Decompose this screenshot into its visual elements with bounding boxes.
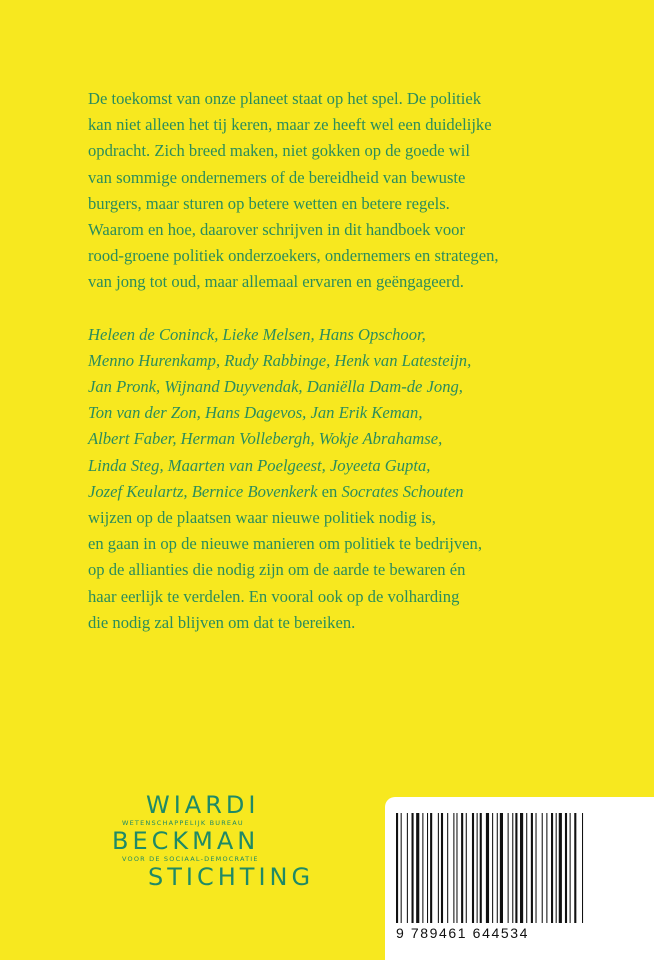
barcode-bar xyxy=(401,813,402,923)
author-names: Jozef Keulartz, Bernice Bovenkerk xyxy=(88,481,318,501)
barcode-bar xyxy=(461,813,463,923)
author-line: Menno Hurenkamp, Rudy Rabbinge, Henk van Latesteijn, xyxy=(88,350,472,370)
barcode-bar xyxy=(412,813,414,923)
barcode-bar xyxy=(486,813,489,923)
barcode-bar xyxy=(559,813,562,923)
text-line: kan niet alleen het tij keren, maar ze heeft wel een duidelijke xyxy=(88,115,492,135)
barcode-bar xyxy=(515,813,517,923)
publisher-logo xyxy=(112,792,332,890)
author-line: Linda Steg, Maarten van Poelgeest, Joyeeta Gupta, xyxy=(88,455,431,475)
barcode-bar xyxy=(453,813,454,923)
barcode-bar xyxy=(492,813,493,923)
barcode xyxy=(396,813,640,923)
barcode-bar xyxy=(472,813,474,923)
text-line: en gaan in op de nieuwe manieren om politiek te bedrijven, xyxy=(88,534,482,554)
author-line: Albert Faber, Herman Vollebergh, Wokje Abrahamse, xyxy=(88,429,443,449)
barcode-bar xyxy=(546,813,547,923)
authors-paragraph xyxy=(88,322,628,636)
barcode-bar xyxy=(456,813,457,923)
text-line: van sommige ondernemers of de bereidheid van bewuste xyxy=(88,167,466,187)
author-line: Heleen de Coninck, Lieke Melsen, Hans Opschoor, xyxy=(88,324,426,344)
barcode-bar xyxy=(508,813,509,923)
text-line: van jong tot oud, maar allemaal ervaren en geëngageerd. xyxy=(88,272,464,292)
author-name: Socrates Schouten xyxy=(341,481,464,501)
barcode-bar xyxy=(526,813,527,923)
text-line: burgers, maar sturen op betere wetten en betere regels. xyxy=(88,193,450,213)
text-line: haar eerlijk te verdelen. En vooral ook op de volharding xyxy=(88,586,460,606)
isbn-number: 9 789461 644534 xyxy=(396,925,529,941)
author-conjunction: en xyxy=(317,481,342,501)
text-line: wijzen op de plaatsen waar nieuwe politiek nodig is, xyxy=(88,508,436,528)
intro-paragraph xyxy=(88,86,628,296)
author-line-final xyxy=(88,479,628,505)
logo-word-beckman: BECKMAN xyxy=(112,827,260,855)
barcode-bar xyxy=(512,813,513,923)
back-cover-blurb xyxy=(88,86,628,636)
barcode-bar xyxy=(551,813,553,923)
barcode-bar xyxy=(574,813,576,923)
text-line: op de allianties die nodig zijn om de aarde te bewaren én xyxy=(88,560,466,580)
barcode-bar xyxy=(531,813,533,923)
logo-subtitle: VOOR DE SOCIAAL-DEMOCRATIE xyxy=(122,855,259,863)
barcode-bar xyxy=(542,813,543,923)
barcode-bar xyxy=(570,813,571,923)
text-line: opdracht. Zich breed maken, niet gokken op de goede wil xyxy=(88,141,470,161)
barcode-bar xyxy=(536,813,537,923)
author-line: Ton van der Zon, Hans Dagevos, Jan Erik Keman, xyxy=(88,403,423,423)
barcode-bar xyxy=(480,813,482,923)
barcode-bar xyxy=(520,813,523,923)
barcode-bar xyxy=(556,813,557,923)
barcode-bar xyxy=(500,813,503,923)
author-line: Jan Pronk, Wijnand Duyvendak, Daniëlla Dam-de Jong, xyxy=(88,377,463,397)
barcode-bar xyxy=(565,813,567,923)
barcode-bar xyxy=(416,813,419,923)
barcode-bar xyxy=(497,813,498,923)
logo-word-wiardi: WIARDI xyxy=(146,791,260,819)
barcode-bar xyxy=(447,813,448,923)
barcode-bar xyxy=(430,813,432,923)
barcode-bar xyxy=(396,813,398,923)
barcode-bar xyxy=(441,813,443,923)
barcode-bar xyxy=(407,813,408,923)
barcode-bar xyxy=(422,813,423,923)
barcode-bar xyxy=(438,813,439,923)
barcode-bar xyxy=(427,813,428,923)
logo-word-stichting: STICHTING xyxy=(148,863,315,891)
barcode-bar xyxy=(466,813,467,923)
barcode-bar xyxy=(477,813,478,923)
text-line: Waarom en hoe, daarover schrijven in dit handboek voor xyxy=(88,220,465,240)
barcode-panel xyxy=(385,797,654,960)
logo-subtitle: WETENSCHAPPELIJK BUREAU xyxy=(122,819,244,827)
text-line: rood-groene politiek onderzoekers, ondernemers en strategen, xyxy=(88,246,499,266)
barcode-bar xyxy=(582,813,583,923)
text-line: De toekomst van onze planeet staat op het spel. De politiek xyxy=(88,89,482,108)
text-line: die nodig zal blijven om dat te bereiken. xyxy=(88,612,356,632)
